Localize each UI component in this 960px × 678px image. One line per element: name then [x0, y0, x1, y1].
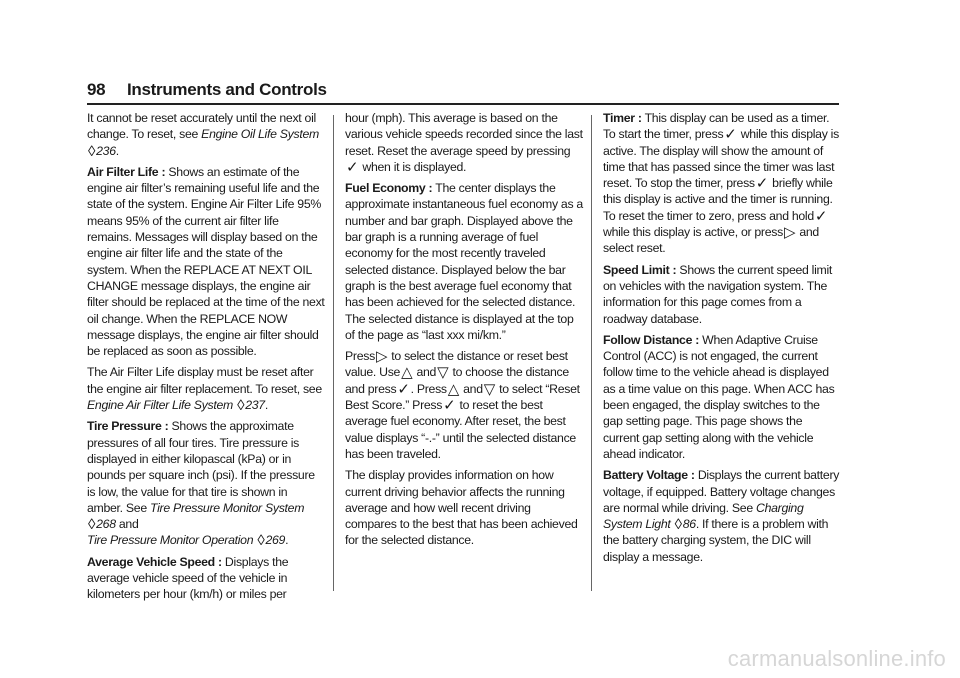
check-icon: ✓	[397, 380, 410, 398]
header-rule	[87, 103, 839, 105]
up-triangle-icon: △	[401, 364, 413, 382]
page-ref-icon: ◊	[88, 516, 96, 534]
average-speed-continued-paragraph: hour (mph). This average is based on the various vehicle speeds recorded since the last reset. Reset the average speed by pressing✓ when it is displayed.	[345, 111, 583, 176]
speed-limit-paragraph: Speed Limit : Shows the current speed limit on vehicles with the navigation system. The information for this page comes from a roadway database.	[603, 262, 833, 326]
right-triangle-icon: ▷	[783, 224, 796, 242]
speed-limit-label: Speed Limit :	[603, 262, 677, 277]
battery-voltage-paragraph: Battery Voltage : Displays the current battery voltage, if equipped. Battery voltage changes are normal while driving. See Charging System Light ◊86. If there is a problem with the battery charging system, the DIC will display a message.	[603, 468, 840, 564]
check-icon: ✓	[346, 158, 359, 176]
page-ref-237[interactable]: 237	[245, 398, 265, 413]
down-triangle-icon: ▽	[437, 364, 449, 382]
column-3	[603, 110, 841, 570]
page-ref-icon: ◊	[237, 397, 245, 415]
air-filter-life-paragraph: Air Filter Life : Shows an estimate of the engine air filter’s remaining useful life and the state of the system. Engine Air Filter Life 95% means 95% of the current air filter life remains. Messages will display based on the engine air filter life and the state of the system. When the REPLACE AT NEXT OIL CHANGE message displays, the engine air filter should be replaced at the time of the next oil change. When the REPLACE NOW message displays, the engine air filter should be replaced as soon as possible.	[87, 164, 325, 359]
right-triangle-icon: ▷	[375, 348, 388, 366]
column-1	[87, 110, 325, 608]
engine-oil-life-link[interactable]: Engine Oil Life System	[201, 127, 319, 142]
watermark: carmanualsonline.info	[727, 646, 946, 671]
page-ref-icon: ◊	[88, 142, 96, 160]
fuel-economy-label: Fuel Economy :	[345, 181, 433, 196]
column-divider-2	[591, 115, 592, 591]
timer-paragraph: Timer : This display can be used as a timer. To start the timer, press✓ while this display is active. The display will show the amount of time that has passed since the timer was last reset. To stop the timer, press✓ briefly while this display is active and the timer is running. To reset the timer to zero, press and hold✓ while this display is active, or press▷ and select reset.	[603, 111, 839, 256]
tire-pressure-operation-link[interactable]: Tire Pressure Monitor Operation	[87, 533, 254, 548]
follow-distance-paragraph: Follow Distance : When Adaptive Cruise Control (ACC) is not engaged, the current follow time to the vehicle ahead is displayed as a time value on this page. When ACC has been engaged, the display switches to the gap setting page. This page shows the current gap setting along with the vehicle ahead indicator.	[603, 332, 835, 461]
air-filter-life-label: Air Filter Life :	[87, 164, 166, 179]
air-filter-reset-paragraph: The Air Filter Life display must be reset after the engine air filter replacement. To reset, see Engine Air Filter Life System ◊237.	[87, 365, 322, 415]
oil-life-reset-paragraph: It cannot be reset accurately until the next oil change. To reset, see Engine Oil Life System ◊236.	[87, 111, 319, 160]
check-icon: ✓	[814, 207, 828, 225]
engine-air-filter-link[interactable]: Engine Air Filter Life System	[87, 398, 233, 413]
page-number: 98	[87, 80, 106, 99]
page-title: Instruments and Controls	[127, 80, 327, 99]
page-ref-269[interactable]: 269	[265, 533, 286, 548]
average-speed-paragraph: Average Vehicle Speed : Displays the average vehicle speed of the vehicle in kilometers per hour (km/h) or miles per	[87, 554, 289, 602]
check-icon: ✓	[724, 126, 737, 144]
driving-behavior-paragraph: The display provides information on how current driving behavior affects the running average and how well recent driving compares to the best that has been achieved for the selected distance.	[345, 468, 578, 548]
battery-voltage-label: Battery Voltage :	[603, 468, 695, 483]
page-header	[87, 80, 839, 104]
check-icon: ✓	[443, 397, 456, 415]
average-speed-label: Average Vehicle Speed :	[87, 554, 222, 569]
fuel-economy-paragraph: Fuel Economy : The center displays the approximate instantaneous fuel economy as a number and bar graph. Displayed above the bar graph is a running average of fuel economy for the most recently traveled selected distance. Displayed below the bar graph is the best average fuel economy that has been achieved for the selected distance. The selected distance is displayed at the top of the page as “last xxx mi/km.”	[345, 181, 583, 342]
down-triangle-icon: ▽	[483, 380, 495, 398]
tire-pressure-monitor-link[interactable]: Tire Pressure Monitor System	[150, 500, 305, 515]
page-ref-268[interactable]: 268	[96, 517, 116, 532]
follow-distance-label: Follow Distance :	[603, 332, 700, 347]
tire-pressure-paragraph: Tire Pressure : Shows the approximate pressures of all four tires. Tire pressure is displayed in either kilopascal (kPa) or in pounds per square inch (psi). If the pressure is low, the value for that tire is shown in amber. See Tire Pressure Monitor System ◊268 and Tire Pressure Monitor Operation ◊269.	[87, 419, 315, 550]
page-ref-236[interactable]: 236	[96, 143, 116, 158]
charging-system-light-link[interactable]: Charging System Light	[603, 500, 804, 532]
check-icon: ✓	[755, 175, 769, 193]
column-divider-1	[333, 115, 334, 591]
fuel-economy-controls-paragraph: Press▷ to select the distance or reset best value. Use△ and▽ to choose the distance and press✓. Press△ and▽ to select “Reset Best Score.” Press✓ to reset the best average fuel economy. After reset, the best value displays “-.-” until the selected distance has been traveled.	[345, 348, 580, 461]
page-ref-icon: ◊	[257, 532, 265, 550]
tire-pressure-label: Tire Pressure :	[87, 419, 169, 434]
page-ref-86[interactable]: 86	[682, 517, 696, 532]
up-triangle-icon: △	[447, 380, 460, 398]
page-ref-icon: ◊	[674, 516, 682, 534]
timer-label: Timer :	[603, 111, 642, 125]
column-2	[345, 110, 583, 554]
